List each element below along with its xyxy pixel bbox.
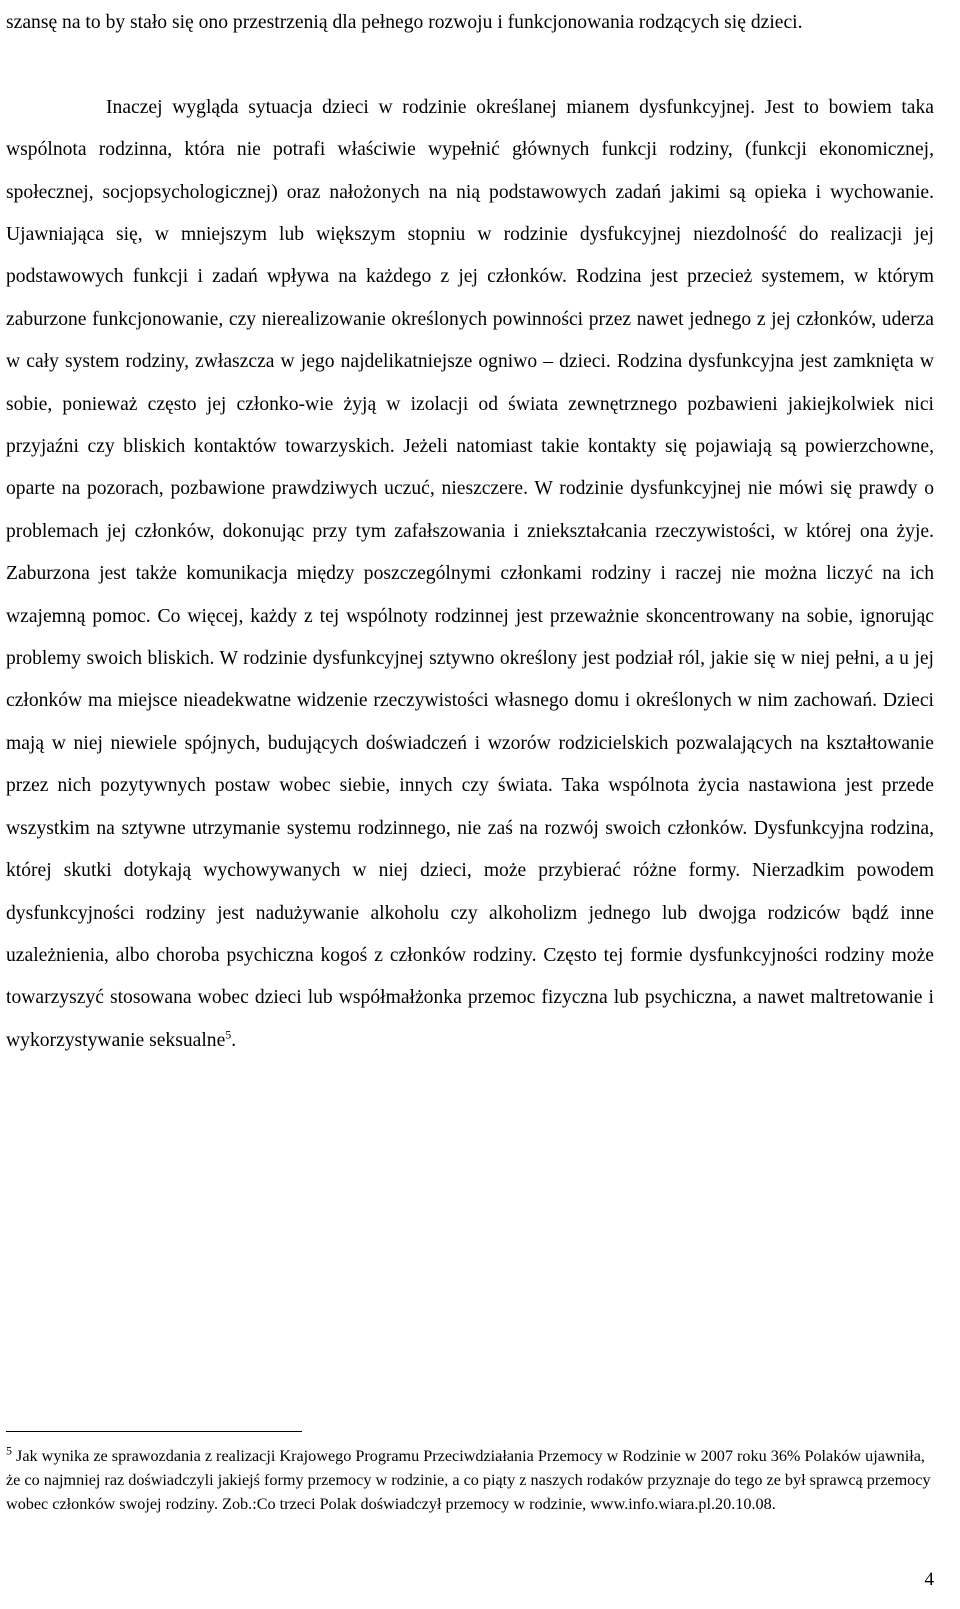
footnote: [6, 1444, 934, 1516]
body-text: [6, 2, 934, 1062]
paragraph-1: [6, 2, 934, 44]
footnote-reference[interactable]: 5: [225, 1027, 232, 1042]
footnote-number: 5: [6, 1443, 12, 1458]
footnote-separator: [6, 1431, 302, 1432]
paragraph-2-tail: .: [231, 1029, 237, 1051]
paragraph-2: [6, 87, 934, 1062]
paragraph-2-text: Inaczej wygląda sytuacja dzieci w rodzinie określanej mianem dysfunkcyjnej. Jest to bowiem taka wspólnota rodzinna, która nie potrafi właściwie wypełnić głównych funkcji rodziny, (funkcji ekonomicznej, społecznej, socjopsychologicznej) oraz nałożonych na nią podstawowych zadań jakimi są opieka i wychowanie. Ujawniająca się, w mniejszym lub większym stopniu w rodzinie dysfukcyjnej niezdolność do realizacji jej podstawowych funkcji i zadań wpływa na każdego z jej członków. Rodzina jest przecież systemem, w którym zaburzone funkcjonowanie, czy nierealizowanie określonych powinności przez nawet jednego z jej członków, uderza w cały system rodziny, zwłaszcza w jego najdelikatniejsze ogniwo – dzieci. Rodzina dysfunkcyjna jest zamknięta w sobie, ponieważ często jej członko-wie żyją w izolacji od świata zewnętrznego pozbawieni jakiejkolwiek nici przyjaźni czy bliskich kontaktów towarzyskich. Jeżeli natomiast takie kontakty się pojawiają są powierzchowne, oparte na pozorach, pozbawione prawdziwych uczuć, nieszczere. W rodzinie dysfunkcyjnej nie mówi się prawdy o problemach jej członków, dokonując przy tym zafałszowania i zniekształcania rzeczywistości, w której ona żyje. Zaburzona jest także komunikacja między poszczególnymi członkami rodziny i raczej nie można liczyć na ich wzajemną pomoc. Co więcej, każdy z tej wspólnoty rodzinnej jest przeważnie skoncentrowany na sobie, ignorując problemy swoich bliskich. W rodzinie dysfunkcyjnej sztywno określony jest podział ról, jakie się w niej pełni, a u jej członków ma miejsce nieadekwatne widzenie rzeczywistości własnego domu i określonych w nim zachowań. Dzieci mają w niej niewiele spójnych, budujących doświadczeń i wzorów rodzicielskich pozwalających na kształtowanie przez nich pozytywnych postaw wobec siebie, innych czy świata. Taka wspólnota życia nastawiona jest przede wszystkim na sztywne utrzymanie systemu rodzinnego, nie zaś na rozwój swoich członków. Dysfunkcyjna rodzina, której skutki dotykają wychowywanych w niej dzieci, może przybierać różne formy. Nierzadkim powodem dysfunkcyjności rodziny jest nadużywanie alkoholu czy alkoholizm jednego lub dwojga rodziców bądź inne uzależnienia, albo choroba psychiczna kogoś z członków rodziny. Często tej formie dysfunkcyjności rodziny może towarzyszyć stosowana wobec dzieci lub współmałżonka przemoc fizyczna lub psychiczna, a nawet maltretowanie i wykorzystywanie seksualne: [6, 96, 934, 1051]
footnote-5: [6, 1444, 934, 1516]
footnote-text: Jak wynika ze sprawozdania z realizacji Krajowego Programu Przeciwdziałania Przemocy w Rodzinie w 2007 roku 36% Polaków ujawniła, że co najmniej raz doświadczyli jakiejś formy przemocy w rodzinie, a co piąty z naszych rodaków przyznaje do tego ze był sprawcą przemocy wobec członków swojej rodziny. Zob.:Co trzeci Polak doświadczył przemocy w rodzinie, www.info.wiara.pl.20.10.08.: [6, 1447, 931, 1513]
page-number: 4: [924, 1569, 934, 1590]
paragraph-1-text: szansę na to by stało się ono przestrzenią dla pełnego rozwoju i funkcjonowania rodzących się dzieci.: [6, 12, 803, 33]
